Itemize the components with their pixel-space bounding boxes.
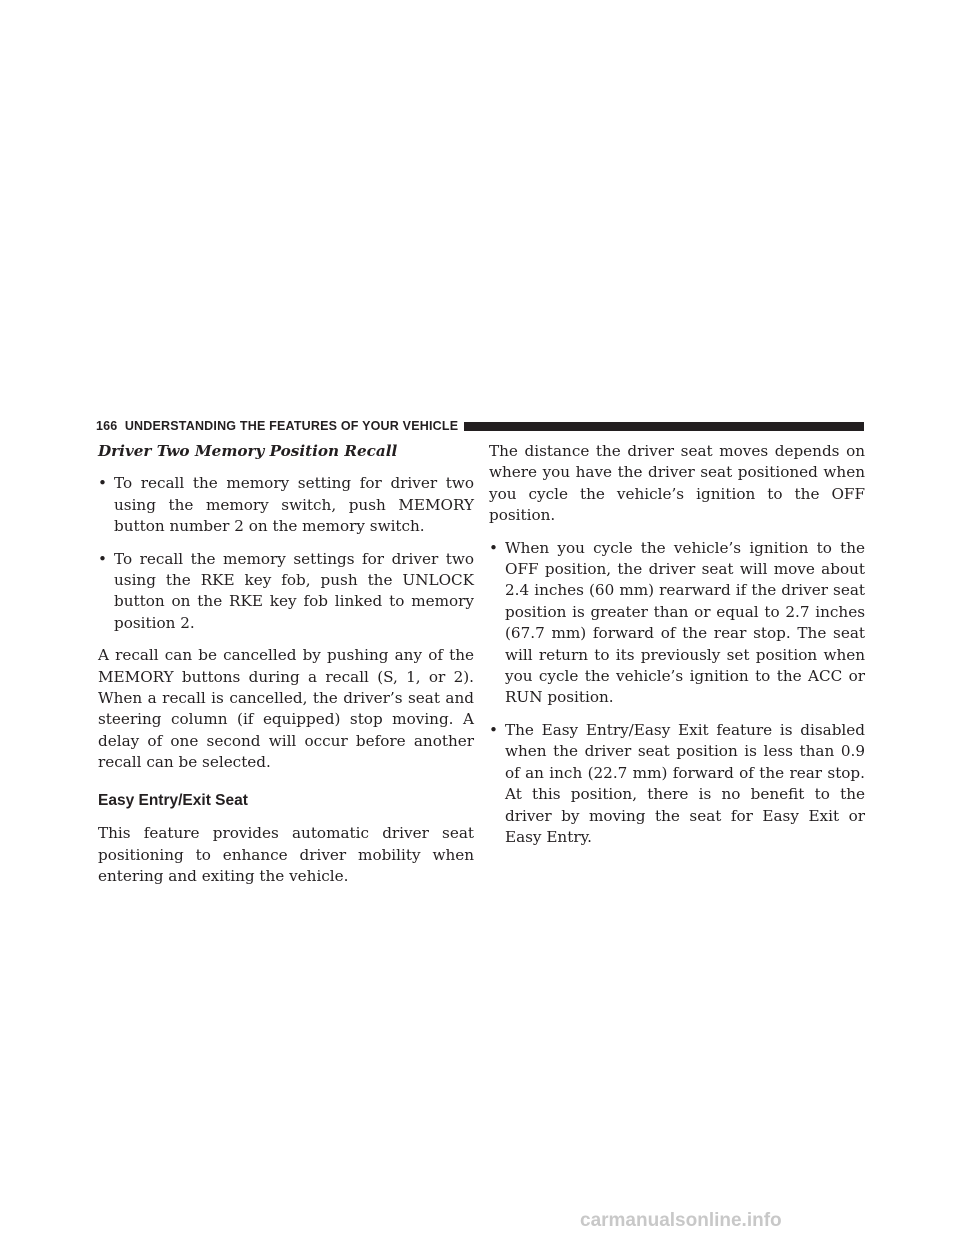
list-item (98, 549, 474, 635)
paragraph-easy-entry-intro: This feature provides automatic driver seat positioning to enhance driver mobility when entering and exiting the vehicle. (98, 824, 474, 885)
page-header (96, 417, 864, 435)
bullet-glyph: • (489, 538, 498, 557)
list-item (489, 720, 865, 848)
section-title-easy-entry: Easy Entry/Exit Seat (98, 791, 248, 809)
list-item (98, 473, 474, 537)
right-column (489, 441, 865, 859)
right-bullet-list (489, 538, 865, 849)
list-item-text: When you cycle the vehicle’s ignition to the OFF position, the driver seat will move about 2.4 inches (60 mm) rearward if the driver seat position is greater than or equal to 2.7 inches (67.7 mm) forward of the rear stop. The seat will return to its previously set position when you cycle the vehicle’s ignition to the ACC or RUN position. (505, 538, 865, 707)
paragraph-seat-distance: The distance the driver seat moves depends on where you have the driver seat positioned when you cycle the vehicle’s ignition to the OFF position. (489, 442, 865, 525)
left-column (98, 441, 474, 898)
list-item-text: To recall the memory setting for driver two using the memory switch, push MEMORY button number 2 on the memory switch. (114, 474, 474, 536)
bullet-glyph: • (98, 474, 107, 493)
list-item (489, 538, 865, 709)
watermark: carmanualsonline.info (580, 1210, 782, 1231)
bullet-glyph: • (98, 549, 107, 568)
subhead-driver-two-recall: Driver Two Memory Position Recall (98, 442, 398, 460)
header-rule (464, 422, 864, 431)
paragraph-recall-cancel: A recall can be cancelled by pushing any of the MEMORY buttons during a recall (S, 1, or 2). When a recall is cancelled, the driver’s seat and steering column (if equipped) stop moving. A delay of one second will occur before another recall can be selected. (98, 646, 474, 772)
page-header-label (96, 419, 464, 433)
page-number: 166 (96, 419, 118, 433)
bullet-glyph: • (489, 720, 498, 739)
header-section-title: UNDERSTANDING THE FEATURES OF YOUR VEHICLE (124, 419, 459, 433)
left-bullet-list (98, 473, 474, 634)
list-item-text: The Easy Entry/Easy Exit feature is disabled when the driver seat position is less than 0.9 of an inch (22.7 mm) forward of the rear stop. At this position, there is no benefit to the driver by moving the seat for Easy Exit or Easy Entry. (505, 720, 865, 846)
list-item-text: To recall the memory settings for driver two using the RKE key fob, push the UNLOCK button on the RKE key fob linked to memory position 2. (114, 549, 474, 632)
